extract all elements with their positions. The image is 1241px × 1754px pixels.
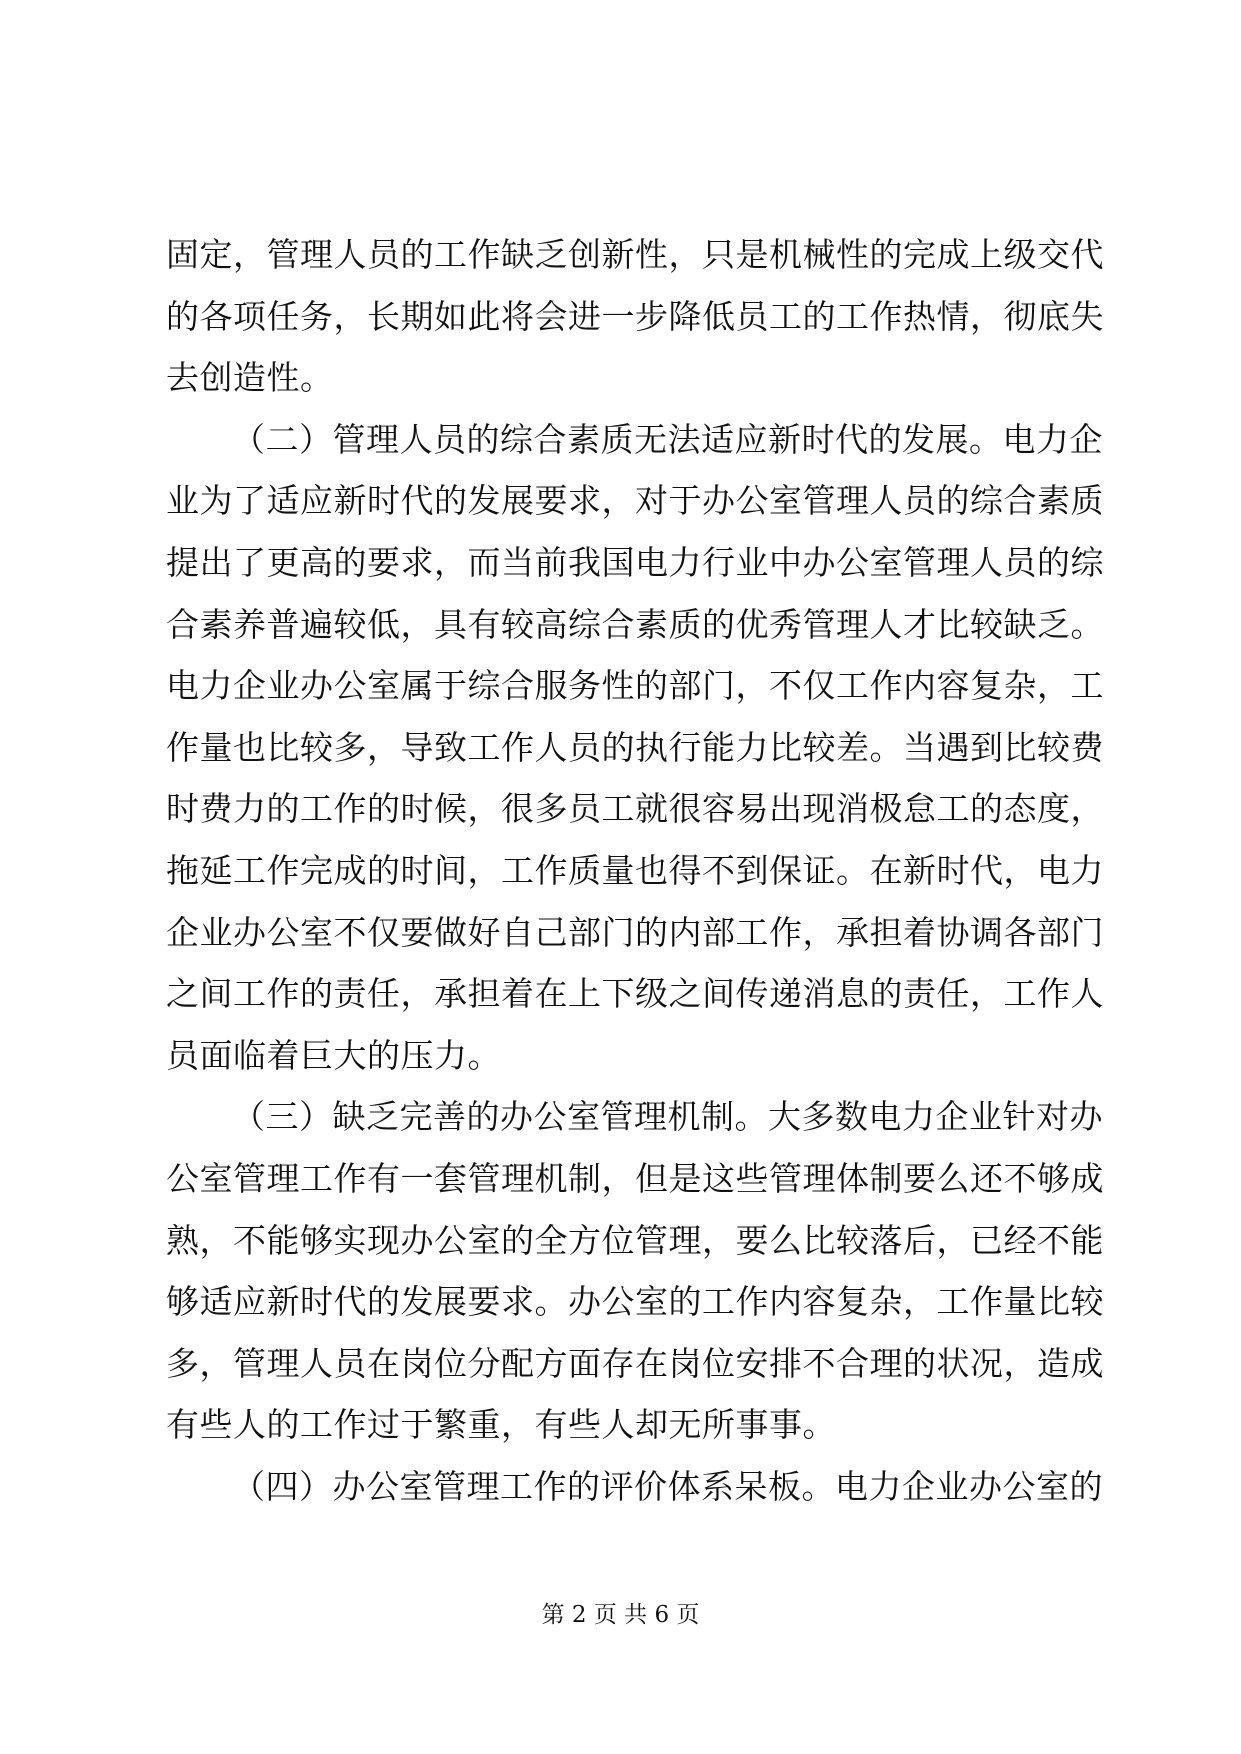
paragraph-section-3 [166,1086,1104,1456]
text-line: （三）缺乏完善的办公室管理机制。大多数电力企业针对办 [232,1097,1103,1137]
text-line: 作量也比较多，导致工作人员的执行能力比较差。当遇到比较费 [166,727,1104,767]
text-line: 员面临着巨大的压力。 [166,1035,501,1075]
text-line: 提出了更高的要求，而当前我国电力行业中办公室管理人员的综 [166,542,1104,582]
text-line: 的各项任务，长期如此将会进一步降低员工的工作热情，彻底失 [166,296,1104,336]
text-line: 有些人的工作过于繁重，有些人却无所事事。 [166,1405,836,1445]
text-line: （二）管理人员的综合素质无法适应新时代的发展。电力企 [232,419,1103,459]
text-line: 够适应新时代的发展要求。办公室的工作内容复杂，工作量比较 [166,1282,1104,1322]
text-line: 多，管理人员在岗位分配方面存在岗位安排不合理的状况，造成 [166,1343,1104,1383]
text-line: 企业办公室不仅要做好自己部门的内部工作，承担着协调各部门 [166,912,1104,952]
text-line: （四）办公室管理工作的评价体系呆板。电力企业办公室的 [232,1466,1103,1506]
body-text [166,224,1104,1517]
paragraph-section-2 [166,409,1104,1087]
text-line: 业为了适应新时代的发展要求，对于办公室管理人员的综合素质 [166,481,1104,521]
text-line: 之间工作的责任，承担着在上下级之间传递消息的责任，工作人 [166,974,1104,1014]
text-line: 固定，管理人员的工作缺乏创新性，只是机械性的完成上级交代 [166,235,1104,274]
text-line: 电力企业办公室属于综合服务性的部门，不仅工作内容复杂，工 [166,666,1104,706]
paragraph-continuation [166,224,1104,409]
page-number-footer: 第 2 页 共 6 页 [541,1602,700,1628]
text-line: 合素养普遍较低，具有较高综合素质的优秀管理人才比较缺乏。 [166,604,1104,644]
text-line: 去创造性。 [166,358,334,398]
text-line: 熟，不能够实现办公室的全方位管理，要么比较落后，已经不能 [166,1220,1104,1260]
text-line: 拖延工作完成的时间，工作质量也得不到保证。在新时代，电力 [166,850,1104,890]
paragraph-section-4 [166,1456,1103,1518]
text-line: 时费力的工作的时候，很多员工就很容易出现消极怠工的态度， [166,789,1104,829]
text-line: 公室管理工作有一套管理机制，但是这些管理体制要么还不够成 [166,1158,1104,1198]
